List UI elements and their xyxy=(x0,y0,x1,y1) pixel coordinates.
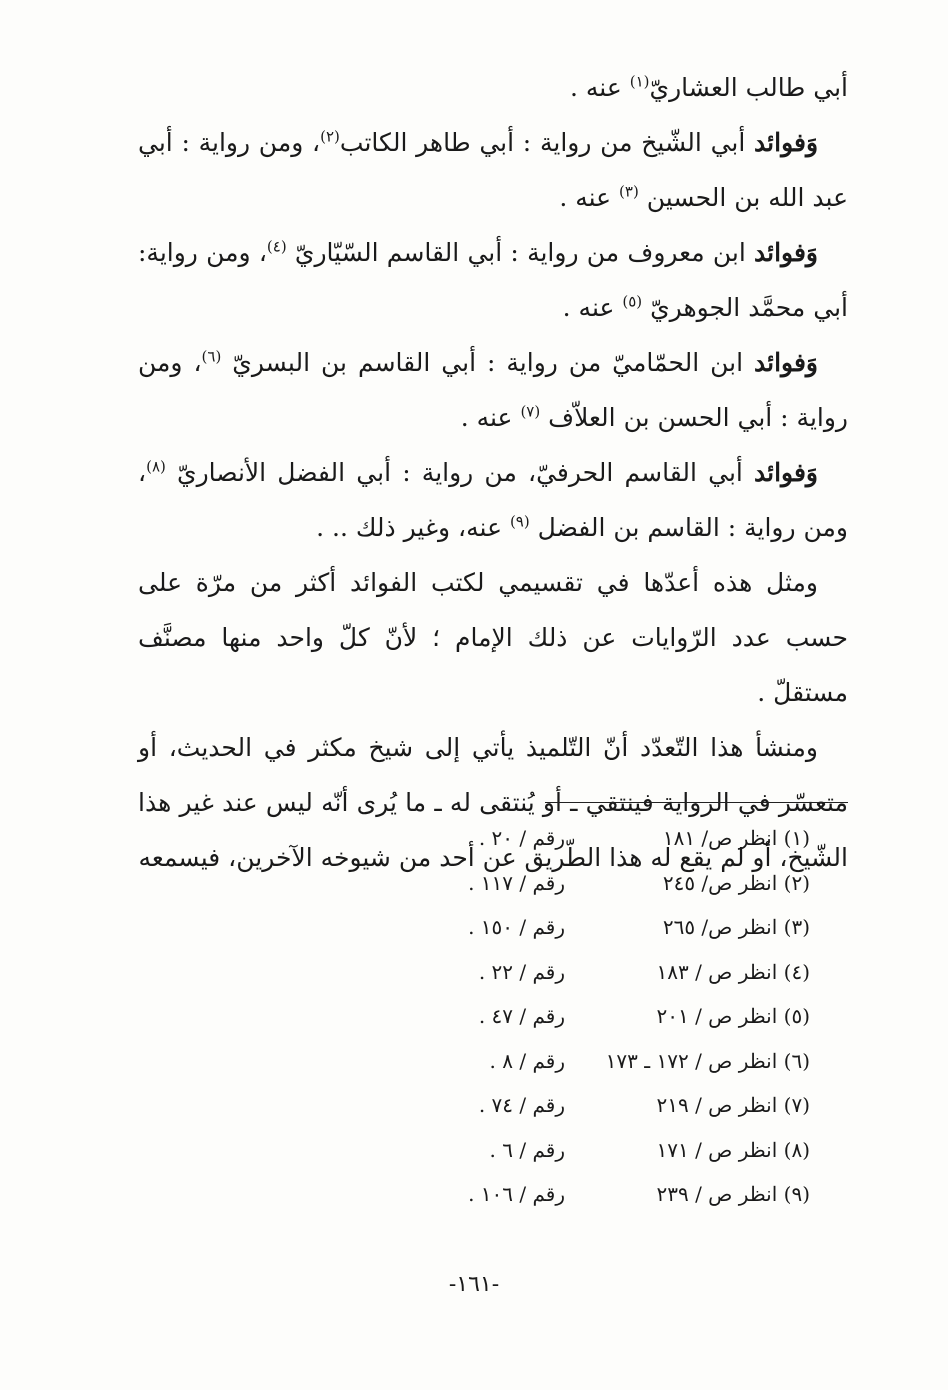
text-run: عنه، وغير ذلك .. . xyxy=(316,513,510,542)
page-number: -١٦١- xyxy=(448,1272,500,1297)
text-run: عنه . xyxy=(460,403,521,432)
footnote-item xyxy=(420,1172,810,1217)
paragraph xyxy=(138,225,848,335)
footnote-page-ref: (٧) انظر ص / ٢١٩ xyxy=(656,1093,810,1117)
footnote-item xyxy=(420,905,810,950)
footnote-item xyxy=(420,816,810,861)
footnote-entry-number: رقم / ١٠٦ . xyxy=(468,1182,565,1206)
footnote-marker: (٨) xyxy=(146,457,166,476)
text-run: ، ومن رواية: أبي محمَّد الجوهريّ xyxy=(138,238,848,322)
text-run: أبي طالب العشاريّ xyxy=(649,73,848,102)
footnote-entry-number: رقم / ١١٧ . xyxy=(468,870,565,895)
footnote-page-ref: (٢) انظر ص/ ٢٤٥ xyxy=(662,870,810,895)
paragraph xyxy=(138,335,848,445)
footnote-item xyxy=(420,1083,810,1128)
paragraph xyxy=(138,555,848,720)
footnote-item xyxy=(420,861,810,906)
footnote-marker: (١) xyxy=(629,72,650,91)
footnote-marker: (٦) xyxy=(201,347,222,366)
text-run: ، ومن رواية : أبي عبد الله بن الحسين xyxy=(138,128,848,212)
footnote-marker: (٣) xyxy=(619,182,639,201)
text-run: ، ومن رواية : القاسم بن الفضل xyxy=(138,458,848,542)
footnote-item xyxy=(420,1039,810,1084)
footnote-page-ref: (٤) انظر ص / ١٨٣ xyxy=(656,959,810,984)
keyword-bold: وَفوائد xyxy=(754,458,818,487)
footnote-marker: (٩) xyxy=(509,512,530,531)
text-run: ومنشأ هذا التّعدّد أنّ التّلميذ يأتي إلى شيخ مكثر في الحديث، أو متعسّر في الرواية فينتقي ـ أو يُنتقى له ـ ما يُرى أنّه ليس عند غير هذا الشّيخ، أو لم يقع له هذا الطّريق عن أحد من شيوخه الآخرين، فيسمعه xyxy=(138,733,848,872)
text-run: أبي القاسم الحرفيّ، من رواية : أبي الفضل الأنصاريّ xyxy=(165,458,755,487)
footnote-entry-number: رقم / ٢٢ . xyxy=(478,959,565,984)
keyword-bold: وَفوائد xyxy=(754,128,819,157)
text-run: عنه . xyxy=(570,73,630,102)
text-run: ومثل هذه أعدّها في تقسيمي لكتب الفوائد أكثر من مرّة على حسب عدد الرّوايات عن ذلك الإمام ؛ لأنّ كلّ واحد منها مصنَّف مستقلّ . xyxy=(138,568,848,707)
text-run: ابن معروف من رواية : أبي القاسم السّيّاريّ xyxy=(286,238,755,267)
footnote-page-ref: (٣) انظر ص/ ٢٦٥ xyxy=(662,915,810,939)
footnote-entry-number: رقم / ٦ . xyxy=(489,1137,565,1162)
text-run: عنه . xyxy=(559,183,620,212)
footnote-marker: (٥) xyxy=(622,292,643,311)
paragraph xyxy=(138,115,848,225)
keyword-bold: وَفوائد xyxy=(754,238,818,267)
text-run: عنه . xyxy=(562,293,623,322)
footnote-marker: (٤) xyxy=(266,237,287,256)
footnote-entry-number: رقم / ٤٧ . xyxy=(478,1004,565,1028)
paragraph xyxy=(138,445,848,555)
paragraph xyxy=(138,60,848,115)
footnote-marker: (٧) xyxy=(520,402,541,421)
main-text xyxy=(138,60,848,885)
text-run: ، ومن رواية : أبي الحسن بن العلاّف xyxy=(138,348,848,432)
footnote-entry-number: رقم / ٢٠ . xyxy=(478,826,565,850)
footnote-page-ref: (٨) انظر ص / ١٧١ xyxy=(656,1137,810,1162)
keyword-bold: وَفوائد xyxy=(754,348,818,377)
footnote-marker: (٢) xyxy=(320,127,340,146)
footnote-page-ref: (٥) انظر ص / ٢٠١ xyxy=(656,1004,810,1028)
text-run: أبي الشّيخ من رواية : أبي طاهر الكاتب xyxy=(339,128,755,157)
footnote-page-ref: (١) انظر ص/ ١٨١ xyxy=(662,826,810,850)
footnote-entry-number: رقم / ٧٤ . xyxy=(478,1093,565,1117)
footnote-item xyxy=(420,994,810,1039)
footnotes-list xyxy=(420,816,810,1217)
footnote-item xyxy=(420,1128,810,1173)
footnote-item xyxy=(420,950,810,995)
footnote-separator-line xyxy=(545,802,848,803)
footnote-entry-number: رقم / ١٥٠ . xyxy=(468,915,565,939)
text-run: ابن الحمّاميّ من رواية : أبي القاسم بن البسريّ xyxy=(221,348,755,377)
footnote-entry-number: رقم / ٨ . xyxy=(489,1048,565,1073)
footnote-page-ref: (٩) انظر ص / ٢٣٩ xyxy=(656,1182,810,1206)
footnote-page-ref: (٦) انظر ص / ١٧٢ ـ ١٧٣ xyxy=(605,1048,810,1073)
